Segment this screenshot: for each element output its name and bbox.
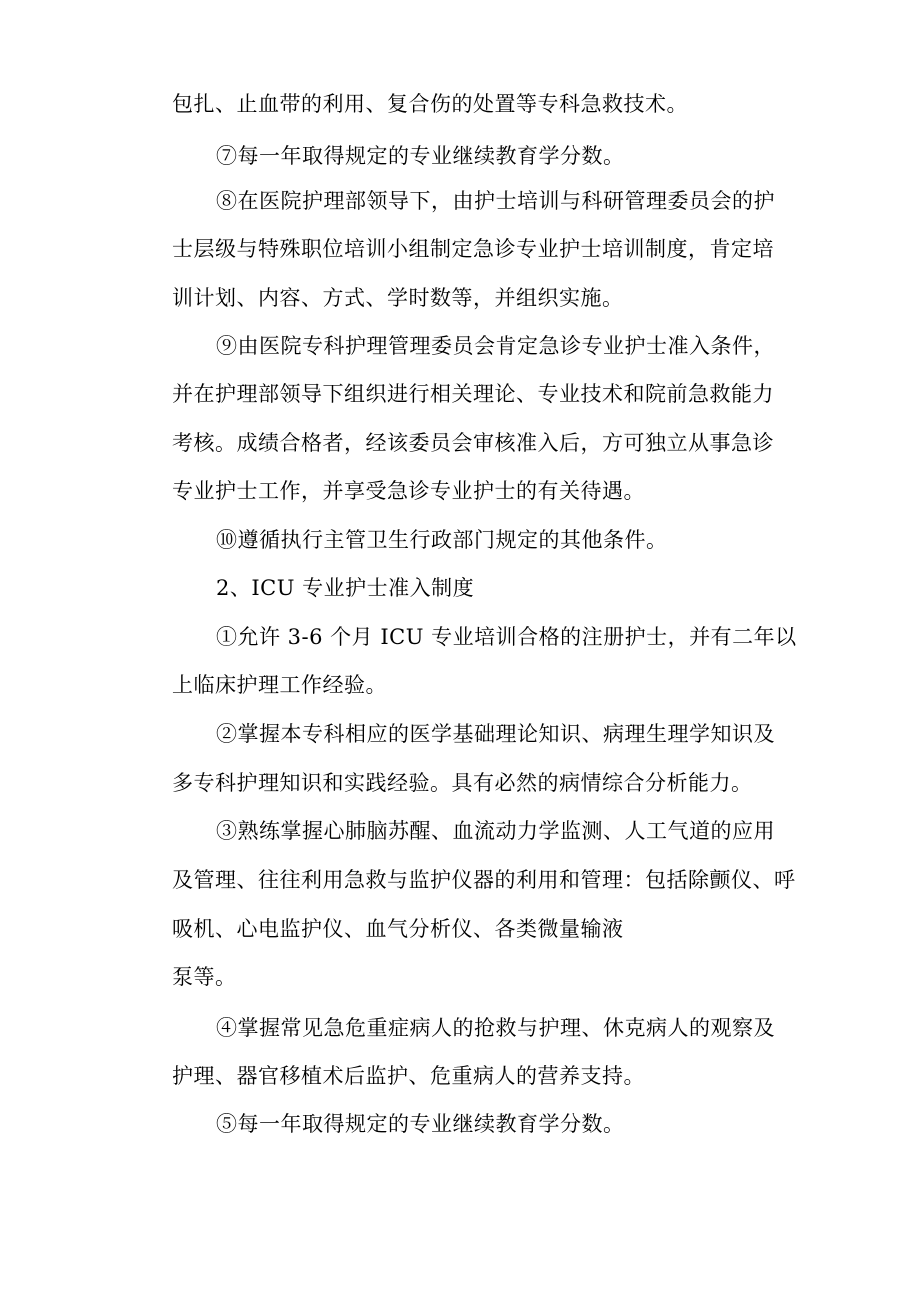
text-line: 吸机、心电监护仪、血气分析仪、各类微量输液 xyxy=(172,917,624,941)
text-line: 考核。成绩合格者，经该委员会审核准入后，方可独立从事急诊 xyxy=(172,431,774,455)
text-line: ⑨由医院专科护理管理委员会肯定急诊专业护士准入条件， xyxy=(216,334,775,358)
text-line: 士层级与特殊职位培训小组制定急诊专业护士培训制度，肯定培 xyxy=(172,237,774,261)
text-line: ⑤每一年取得规定的专业继续教育学分数。 xyxy=(216,1112,625,1136)
text-line: ①允许 3-6 个月 ICU 专业培训合格的注册护士，并有二年以 xyxy=(216,625,797,649)
text-line: ⑦每一年取得规定的专业继续教育学分数。 xyxy=(216,144,625,168)
text-line: 并在护理部领导下组织进行相关理论、专业技术和院前急救能力 xyxy=(172,382,774,406)
text-line: ④掌握常见急危重症病人的抢救与护理、休克病人的观察及 xyxy=(216,1016,775,1040)
text-line: 上临床护理工作经验。 xyxy=(172,673,387,697)
text-line: ⑧在医院护理部领导下，由护士培训与科研管理委员会的护 xyxy=(216,189,775,213)
text-line: ⑩遵循执行主管卫生行政部门规定的其他条件。 xyxy=(216,528,668,552)
text-line: 专业护士工作，并享受急诊专业护士的有关待遇。 xyxy=(172,479,645,503)
text-line: 及管理、往往利用急救与监护仪器的利用和管理：包括除颤仪、呼 xyxy=(172,868,796,892)
text-line: 包扎、止血带的利用、复合伤的处置等专科急救技术。 xyxy=(172,92,688,116)
text-line: ②掌握本专科相应的医学基础理论知识、病理生理学知识及 xyxy=(216,722,775,746)
text-line: 多专科护理知识和实践经验。具有必然的病情综合分析能力。 xyxy=(172,771,753,795)
section-heading: 2、ICU 专业护士准入制度 xyxy=(216,576,475,600)
text-line: 泵等。 xyxy=(172,965,237,989)
text-line: ③熟练掌握心肺脑苏醒、血流动力学监测、人工气道的应用 xyxy=(216,819,775,843)
text-line: 护理、器官移植术后监护、危重病人的营养支持。 xyxy=(172,1064,645,1088)
text-line: 训计划、内容、方式、学时数等，并组织实施。 xyxy=(172,286,624,310)
